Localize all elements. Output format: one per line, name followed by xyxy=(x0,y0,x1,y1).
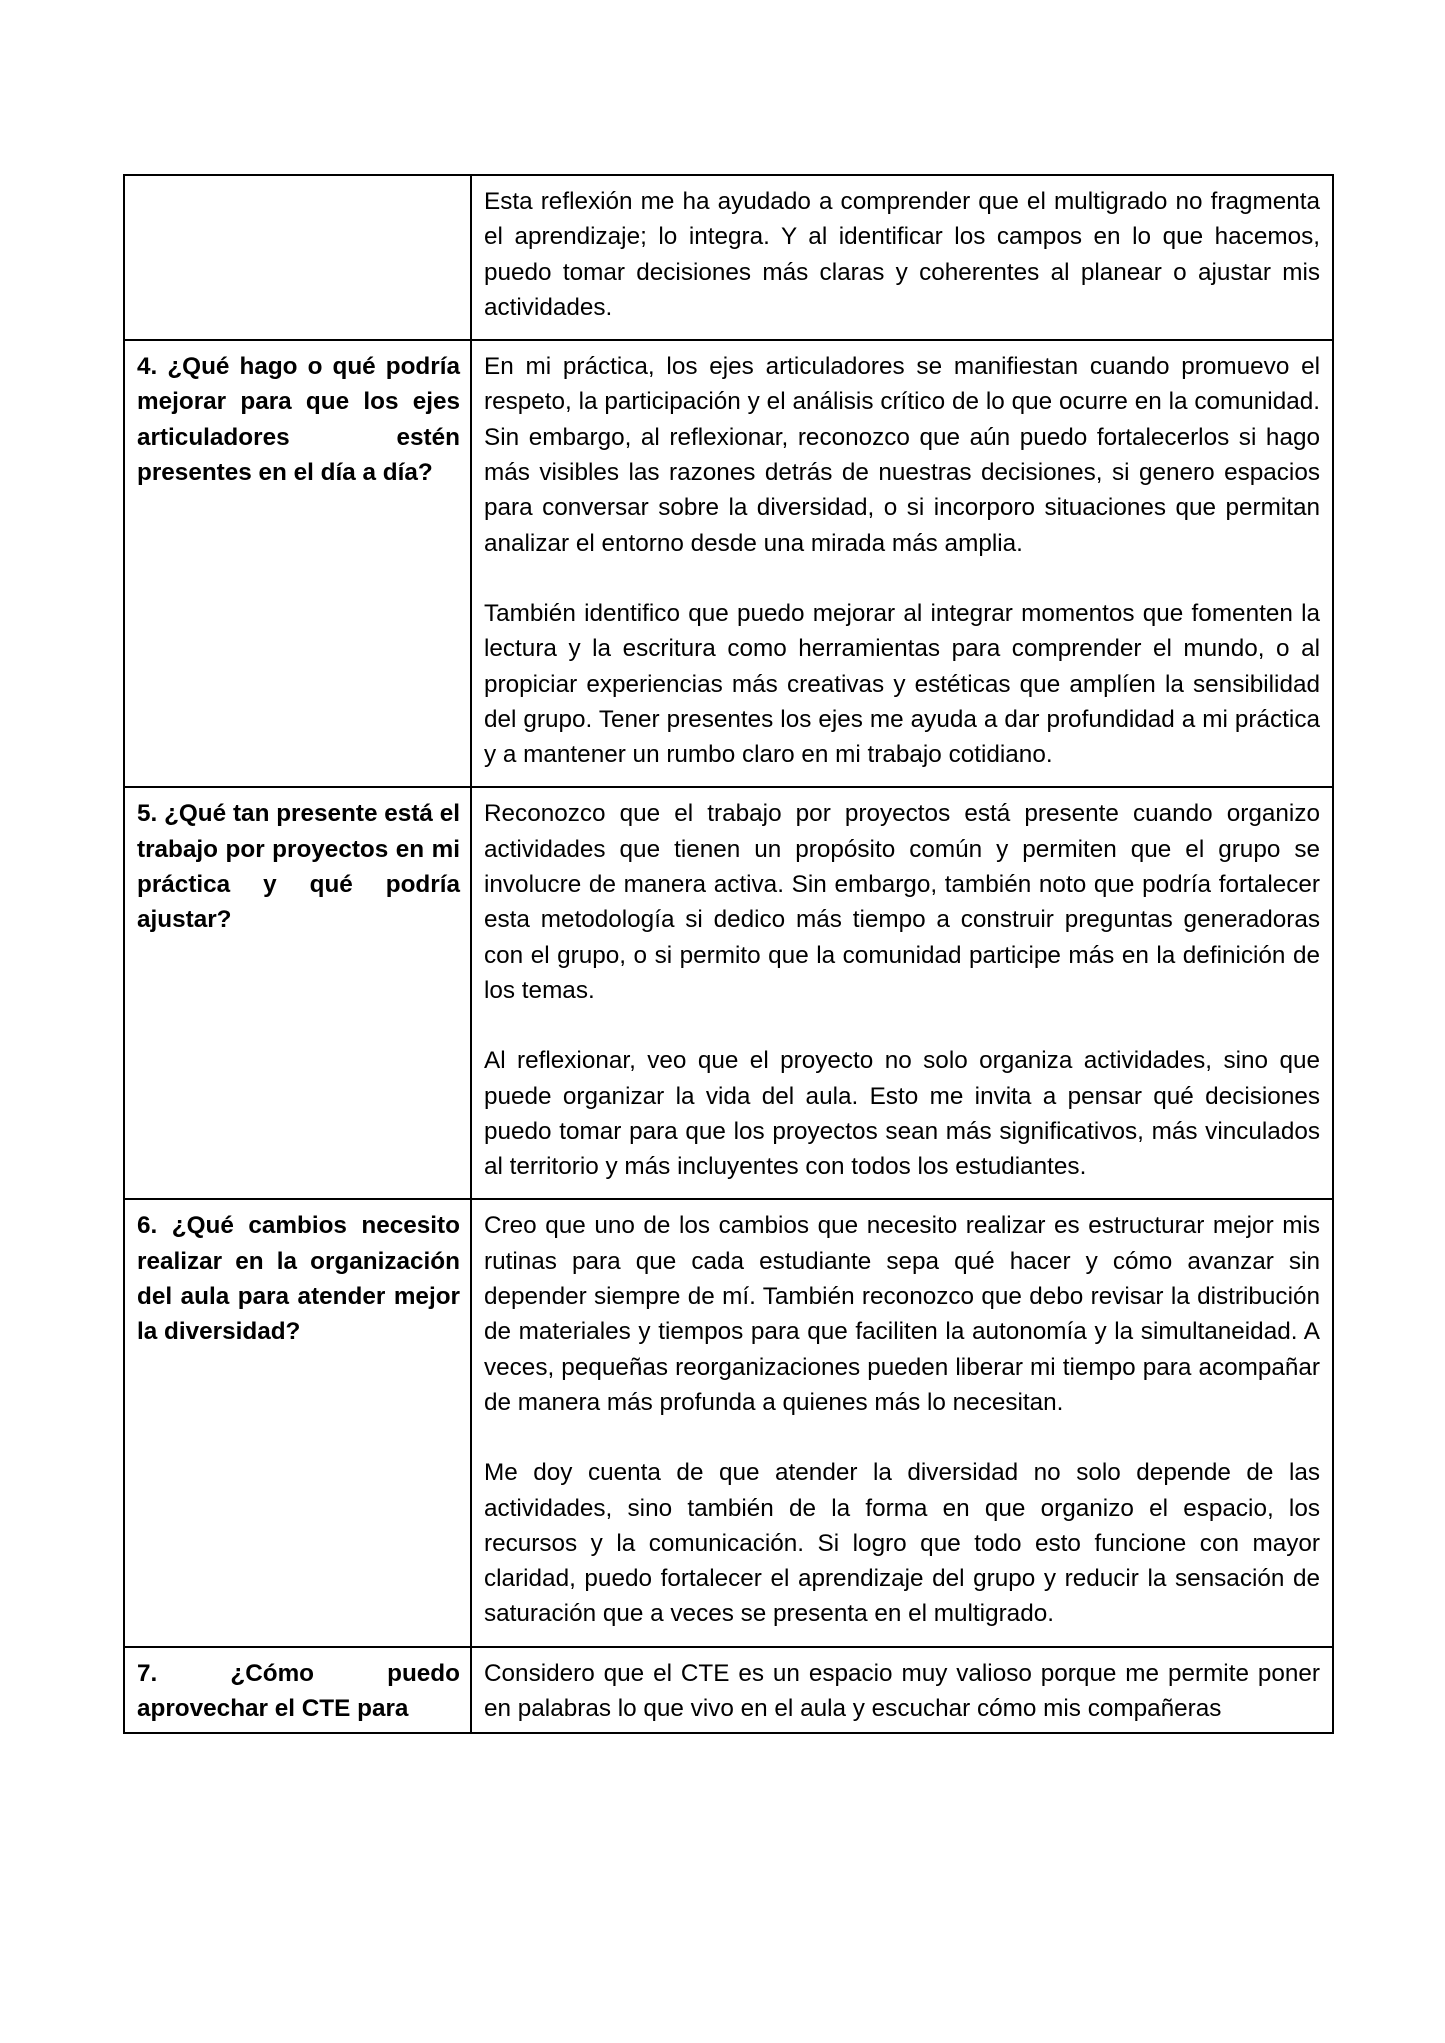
question-cell: 7. ¿Cómo puedo aprovechar el CTE para xyxy=(124,1647,471,1734)
table-row xyxy=(124,787,1333,1199)
question-cell xyxy=(124,175,471,340)
answer-paragraph: Esta reflexión me ha ayudado a comprender que el multigrado no fragmenta el aprendizaje; lo integra. Y al identificar los campos en lo que hacemos, puedo tomar decisiones más claras y coherentes al planear o ajustar mis actividades. xyxy=(484,188,1320,321)
answer-paragraph: Considero que el CTE es un espacio muy valioso porque me permite poner en palabras lo que vivo en el aula y escuchar cómo mis compañeras xyxy=(484,1659,1320,1722)
answer-cell xyxy=(471,340,1333,787)
answer-cell xyxy=(471,175,1333,340)
answer-paragraph: En mi práctica, los ejes articuladores se manifiestan cuando promuevo el respeto, la participación y el análisis crítico de lo que ocurre en la comunidad. Sin embargo, al reflexionar, reconozco que aún puedo fortalecerlos si hago más visibles las razones detrás de nuestras decisiones, si genero espacios para conversar sobre la diversidad, o si incorporo situaciones que permitan analizar el entorno desde una mirada más amplia. xyxy=(484,353,1320,557)
answer-cell xyxy=(471,787,1333,1199)
answer-paragraph: Reconozco que el trabajo por proyectos está presente cuando organizo actividades que tienen un propósito común y permiten que el grupo se involucre de manera activa. Sin embargo, también noto que podría fortalecer esta metodología si dedico más tiempo a construir preguntas generadoras con el grupo, o si permito que la comunidad participe más en la definición de los temas. xyxy=(484,800,1320,1004)
question-cell: 5. ¿Qué tan presente está el trabajo por proyectos en mi práctica y qué podría ajustar? xyxy=(124,787,471,1199)
table-row xyxy=(124,175,1333,340)
answer-cell xyxy=(471,1199,1333,1646)
answer-paragraph: Me doy cuenta de que atender la diversidad no solo depende de las actividades, sino también de la forma en que organizo el espacio, los recursos y la comunicación. Si logro que todo esto funcione con mayor claridad, puedo fortalecer el aprendizaje del grupo y reducir la sensación de saturación que a veces se presenta en el multigrado. xyxy=(484,1459,1320,1628)
answer-paragraph: Al reflexionar, veo que el proyecto no solo organiza actividades, sino que puede organizar la vida del aula. Esto me invita a pensar qué decisiones puedo tomar para que los proyectos sean más significativos, más vinculados al territorio y más incluyentes con todos los estudiantes. xyxy=(484,1047,1320,1181)
reflection-table xyxy=(123,174,1334,1734)
answer-paragraph: Creo que uno de los cambios que necesito realizar es estructurar mejor mis rutinas para que cada estudiante sepa qué hacer y cómo avanzar sin depender siempre de mí. También reconozco que debo revisar la distribución de materiales y tiempos para que faciliten la autonomía y la simultaneidad. A veces, pequeñas reorganizaciones pueden liberar mi tiempo para acompañar de manera más profunda a quienes más lo necesitan. xyxy=(484,1212,1320,1416)
question-cell: 6. ¿Qué cambios necesito realizar en la organización del aula para atender mejor la diversidad? xyxy=(124,1199,471,1646)
table-row xyxy=(124,340,1333,787)
answer-paragraph: También identifico que puedo mejorar al integrar momentos que fomenten la lectura y la escritura como herramientas para comprender el mundo, o al propiciar experiencias más creativas y estéticas que amplíen la sensibilidad del grupo. Tener presentes los ejes me ayuda a dar profundidad a mi práctica y a mantener un rumbo claro en mi trabajo cotidiano. xyxy=(484,599,1320,769)
table-row xyxy=(124,1647,1333,1734)
table-row xyxy=(124,1199,1333,1646)
answer-cell xyxy=(471,1647,1333,1734)
question-cell: 4. ¿Qué hago o qué podría mejorar para que los ejes articuladores estén presentes en el día a día? xyxy=(124,340,471,787)
